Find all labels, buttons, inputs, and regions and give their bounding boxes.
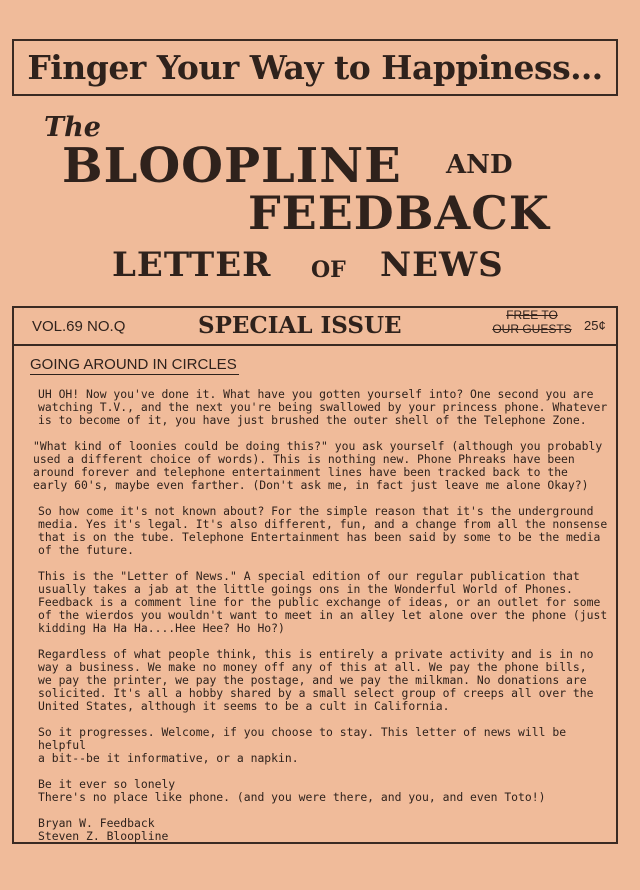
article-headline: GOING AROUND IN CIRCLES — [30, 356, 237, 373]
article-paragraph: Be it ever so lonely There's no place like phone. (and you were there, and you, and even Toto!) — [38, 777, 546, 804]
masthead — [0, 100, 640, 300]
article-paragraph: Regardless of what people think, this is entirely a private activity and is in no way a business. We make no money off any of this at all. We pay the phone bills, we pay the printer, we pay the postage, and we pay the milkman. No donations are solicited. It's all a hobby shared by a small select group of creeps all over the United States, although it seems to be a cult in California. — [38, 647, 594, 713]
masthead-of: OF — [311, 257, 346, 283]
free-line-2: OUR GUESTS — [492, 322, 572, 336]
masthead-feedback: FEEDBACK — [248, 186, 550, 240]
issue-volume: VOL.69 NO.Q — [32, 318, 126, 335]
article-paragraph: So how come it's not known about? For the simple reason that it's the underground media. Yes it's legal. It's also different, fun, and a change from all the nonsense that is on the tube. Telephone Entertainment has been said by some to be the media of the future. — [38, 504, 608, 557]
banner-title: Finger Your Way to Happiness… — [27, 48, 603, 87]
free-line-1: FREE TO — [506, 308, 558, 322]
article-box — [12, 344, 618, 844]
article-body — [33, 387, 616, 843]
issue-title: SPECIAL ISSUE — [198, 312, 402, 339]
masthead-news: NEWS — [380, 245, 504, 285]
masthead-letter: LETTER — [112, 245, 272, 285]
article-signature: Bryan W. Feedback Steven Z. Bloopline — [38, 816, 169, 843]
masthead-the: The — [44, 112, 101, 143]
article-paragraph: UH OH! Now you've done it. What have you gotten yourself into? One second you are watching T.V., and the next you're being swallowed by your princess phone. Whatever is to become of it, you have just brushed the outer shell of the Telephone Zone. — [38, 387, 608, 427]
masthead-and: AND — [446, 150, 513, 180]
article-paragraph: "What kind of loonies could be doing this?" you ask yourself (although you probably used a different choice of words). This is nothing new. Phone Phreaks have been around forever and telephone entertainment lines have been tracked back to the early 60's, maybe even farther. (Don't ask me, in fact just leave me alone Okay?) — [33, 439, 603, 492]
issue-price: 25¢ — [584, 318, 606, 333]
article-paragraph: So it progresses. Welcome, if you choose to stay. This letter of news will be helpful a bit--be it informative, or a napkin. — [38, 725, 567, 765]
article-paragraph: This is the "Letter of News." A special edition of our regular publication that usually takes a jab at the little goings ons in the Wonderful World of Phones. Feedback is a comment line for the public exchange of ideas, or an outlet for some of the wierdos you wouldn't want to meet in an alley let alone over the phone (just kidding Ha Ha Ha....Hee Hee? Ho Ho?) — [38, 569, 608, 635]
free-to-guests-note — [482, 308, 582, 336]
top-banner — [12, 39, 618, 96]
masthead-bloopline: BLOOPLINE — [62, 138, 402, 194]
issue-bar — [12, 306, 618, 344]
